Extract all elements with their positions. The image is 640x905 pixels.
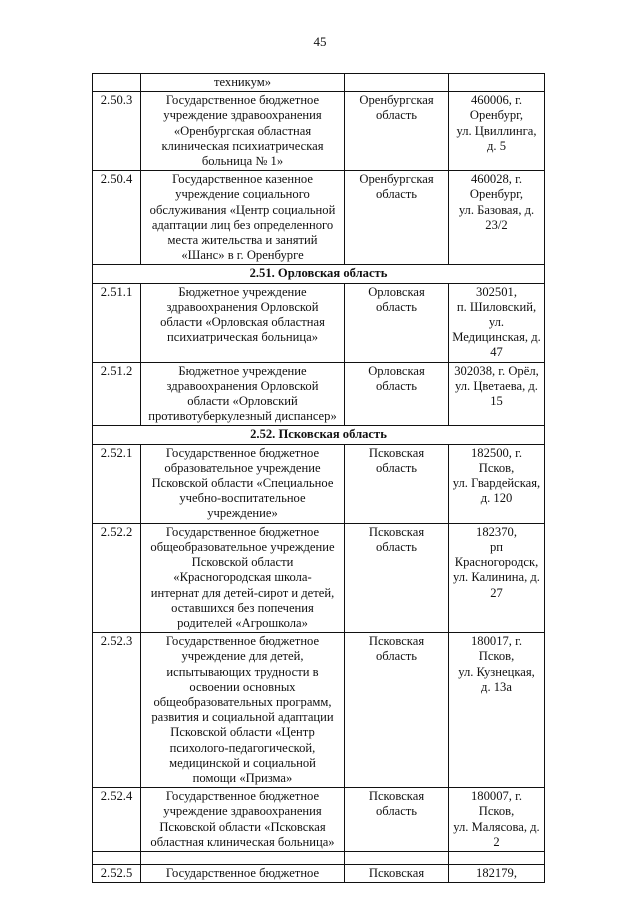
text-line: Государственное бюджетное: [165, 634, 320, 649]
spacer-row: [93, 851, 545, 864]
row-number: [93, 74, 141, 92]
institution-name-cell: [141, 864, 345, 882]
institution-name-cell: [141, 523, 345, 632]
text-line: 182179,: [476, 865, 517, 880]
text-line: Псковской области «Специальное: [151, 476, 334, 491]
text-line: больница № 1»: [201, 154, 284, 169]
text-line: Орловская: [368, 284, 425, 299]
text-line: области «Орловская областная: [160, 315, 325, 330]
row-number: 2.52.4: [93, 788, 141, 852]
text-line: 180017, г. Псков,: [471, 634, 522, 664]
region-cell: [345, 362, 449, 426]
text-line: освоении основных: [189, 679, 296, 694]
text-line: область: [375, 804, 418, 819]
text-line: «Шанс» в г. Оренбурге: [181, 248, 304, 263]
text-line: Псковской области «Псковская: [159, 819, 326, 834]
region-cell: [345, 523, 449, 632]
text-line: родителей «Агрошкола»: [177, 615, 308, 630]
spacer-cell: [449, 851, 545, 864]
text-line: Псковская: [368, 524, 425, 539]
text-line: здравоохранения Орловской: [166, 299, 319, 314]
text-line: п. Шиловский,: [456, 299, 537, 314]
institution-name-cell: [141, 92, 345, 171]
text-line: Псковская: [368, 445, 425, 460]
text-line: ул. Медицинская, д. 47: [452, 315, 541, 360]
institution-name-cell: [141, 633, 345, 788]
text-line: учреждение социального: [175, 187, 310, 202]
text-line: область: [375, 108, 418, 123]
address-cell: [449, 74, 545, 92]
table-row: [93, 864, 545, 882]
text-line: область: [375, 378, 418, 393]
institution-name-cell: [141, 171, 345, 265]
institution-name-cell: [141, 74, 345, 92]
text-line: учреждение»: [207, 506, 278, 521]
text-line: адаптации лиц без определенного: [151, 217, 334, 232]
text-line: ул. Гвардейская, д. 120: [452, 476, 541, 506]
text-line: Государственное бюджетное: [165, 524, 320, 539]
text-line: ул. Кузнецкая, д. 13а: [458, 664, 535, 694]
row-number: 2.51.1: [93, 283, 141, 362]
spacer-cell: [93, 851, 141, 864]
text-line: «Красногородская школа-: [173, 570, 312, 585]
spacer-cell: [141, 851, 345, 864]
text-line: ул. Цветаева, д. 15: [455, 378, 538, 409]
table-row: [93, 633, 545, 788]
text-line: Орловская: [368, 363, 425, 378]
table-row: [93, 788, 545, 852]
section-header-row: [93, 265, 545, 283]
region-cell: [345, 283, 449, 362]
text-line: техникум»: [213, 75, 272, 89]
text-line: психиатрическая больница»: [166, 330, 319, 345]
text-line: помощи «Призма»: [192, 770, 293, 785]
text-line: учебно-воспитательное: [179, 491, 306, 506]
text-line: Бюджетное учреждение: [178, 363, 307, 378]
address-cell: [449, 864, 545, 882]
row-number: 2.52.3: [93, 633, 141, 788]
text-line: учреждение для детей,: [181, 649, 304, 664]
institution-name-cell: [141, 283, 345, 362]
institution-name-cell: [141, 444, 345, 523]
address-cell: [449, 362, 545, 426]
section-title: 2.51. Орловская область: [93, 265, 545, 283]
text-line: ул. Базовая, д. 23/2: [458, 202, 535, 232]
text-line: Государственное бюджетное: [165, 93, 320, 108]
table-row: [93, 523, 545, 632]
text-line: противотуберкулезный диспансер»: [148, 409, 337, 424]
table-body: [93, 74, 545, 883]
text-line: область: [375, 187, 418, 202]
table-row: [93, 362, 545, 426]
text-line: Государственное бюджетное: [165, 865, 320, 880]
address-cell: [449, 788, 545, 852]
text-line: рп Красногородск,: [454, 539, 539, 570]
text-line: психолого-педагогической,: [169, 740, 316, 755]
text-line: Бюджетное учреждение: [178, 284, 307, 299]
institutions-table: [92, 73, 545, 883]
text-line: 302038, г. Орёл,: [454, 363, 539, 378]
text-line: медицинской и социальной: [169, 755, 316, 770]
text-line: клиническая психиатрическая: [161, 138, 324, 153]
table-row: [93, 171, 545, 265]
spacer-cell: [345, 851, 449, 864]
text-line: область: [375, 299, 418, 314]
text-line: здравоохранения Орловской: [166, 378, 319, 393]
text-line: оставшихся без попечения: [171, 600, 314, 615]
text-line: учреждение здравоохранения: [163, 108, 322, 123]
region-cell: [345, 74, 449, 92]
text-line: общеобразовательных программ,: [153, 694, 332, 709]
region-cell: [345, 633, 449, 788]
address-cell: [449, 92, 545, 171]
text-line: 180007, г. Псков,: [471, 789, 522, 819]
region-cell: [345, 92, 449, 171]
text-line: Государственное бюджетное: [165, 789, 320, 804]
text-line: испытывающих трудности в: [166, 664, 319, 679]
text-line: ул. Калинина, д. 27: [453, 570, 540, 600]
address-cell: [449, 444, 545, 523]
text-line: 302501,: [476, 284, 517, 299]
text-line: «Оренбургская областная: [173, 123, 312, 138]
text-line: областная клиническая больница»: [150, 834, 335, 849]
text-line: Псковской области: [191, 555, 294, 570]
text-line: развития и социальной адаптации: [151, 710, 334, 725]
text-line: Псковской области «Центр: [170, 725, 315, 740]
text-line: Государственное бюджетное: [165, 445, 320, 460]
text-line: область: [375, 460, 418, 475]
text-line: 182370,: [476, 524, 517, 539]
text-line: интернат для детей-сирот и детей,: [150, 585, 335, 600]
address-cell: [449, 633, 545, 788]
text-line: Псковская: [368, 789, 425, 804]
text-line: область: [375, 539, 418, 554]
text-line: общеобразовательное учреждение: [150, 539, 335, 554]
text-line: Оренбургская: [359, 93, 434, 108]
region-cell: [345, 171, 449, 265]
text-line: Псковская: [368, 634, 425, 649]
row-number: 2.52.1: [93, 444, 141, 523]
text-line: Оренбургская: [359, 172, 434, 187]
row-number: 2.52.5: [93, 864, 141, 882]
table-row: [93, 283, 545, 362]
institution-name-cell: [141, 788, 345, 852]
text-line: учреждение здравоохранения: [163, 804, 322, 819]
address-cell: [449, 523, 545, 632]
text-line: 182500, г. Псков,: [471, 445, 522, 475]
text-line: образовательное учреждение: [164, 460, 321, 475]
text-line: область: [375, 649, 418, 664]
section-header-row: [93, 426, 545, 444]
text-line: Псковская: [368, 865, 425, 880]
text-line: ул. Цвиллинга, д. 5: [456, 123, 537, 153]
table-row: [93, 92, 545, 171]
text-line: Государственное казенное: [172, 172, 313, 187]
address-cell: [449, 283, 545, 362]
page-number: 45: [313, 34, 327, 49]
row-number: 2.50.4: [93, 171, 141, 265]
text-line: 460028, г. Оренбург,: [469, 172, 524, 202]
region-cell: [345, 788, 449, 852]
section-title: 2.52. Псковская область: [93, 426, 545, 444]
row-number: 2.50.3: [93, 92, 141, 171]
table-row: [93, 444, 545, 523]
address-cell: [449, 171, 545, 265]
region-cell: [345, 864, 449, 882]
text-line: ул. Малясова, д. 2: [453, 819, 540, 849]
text-line: области «Орловский: [187, 394, 298, 409]
row-number: 2.52.2: [93, 523, 141, 632]
text-line: 460006, г. Оренбург,: [469, 93, 524, 123]
row-number: 2.51.2: [93, 362, 141, 426]
table-row: [93, 74, 545, 92]
institution-name-cell: [141, 362, 345, 426]
text-line: места жительства и занятий: [167, 233, 318, 248]
region-cell: [345, 444, 449, 523]
text-line: обслуживания «Центр социальной: [149, 202, 336, 217]
